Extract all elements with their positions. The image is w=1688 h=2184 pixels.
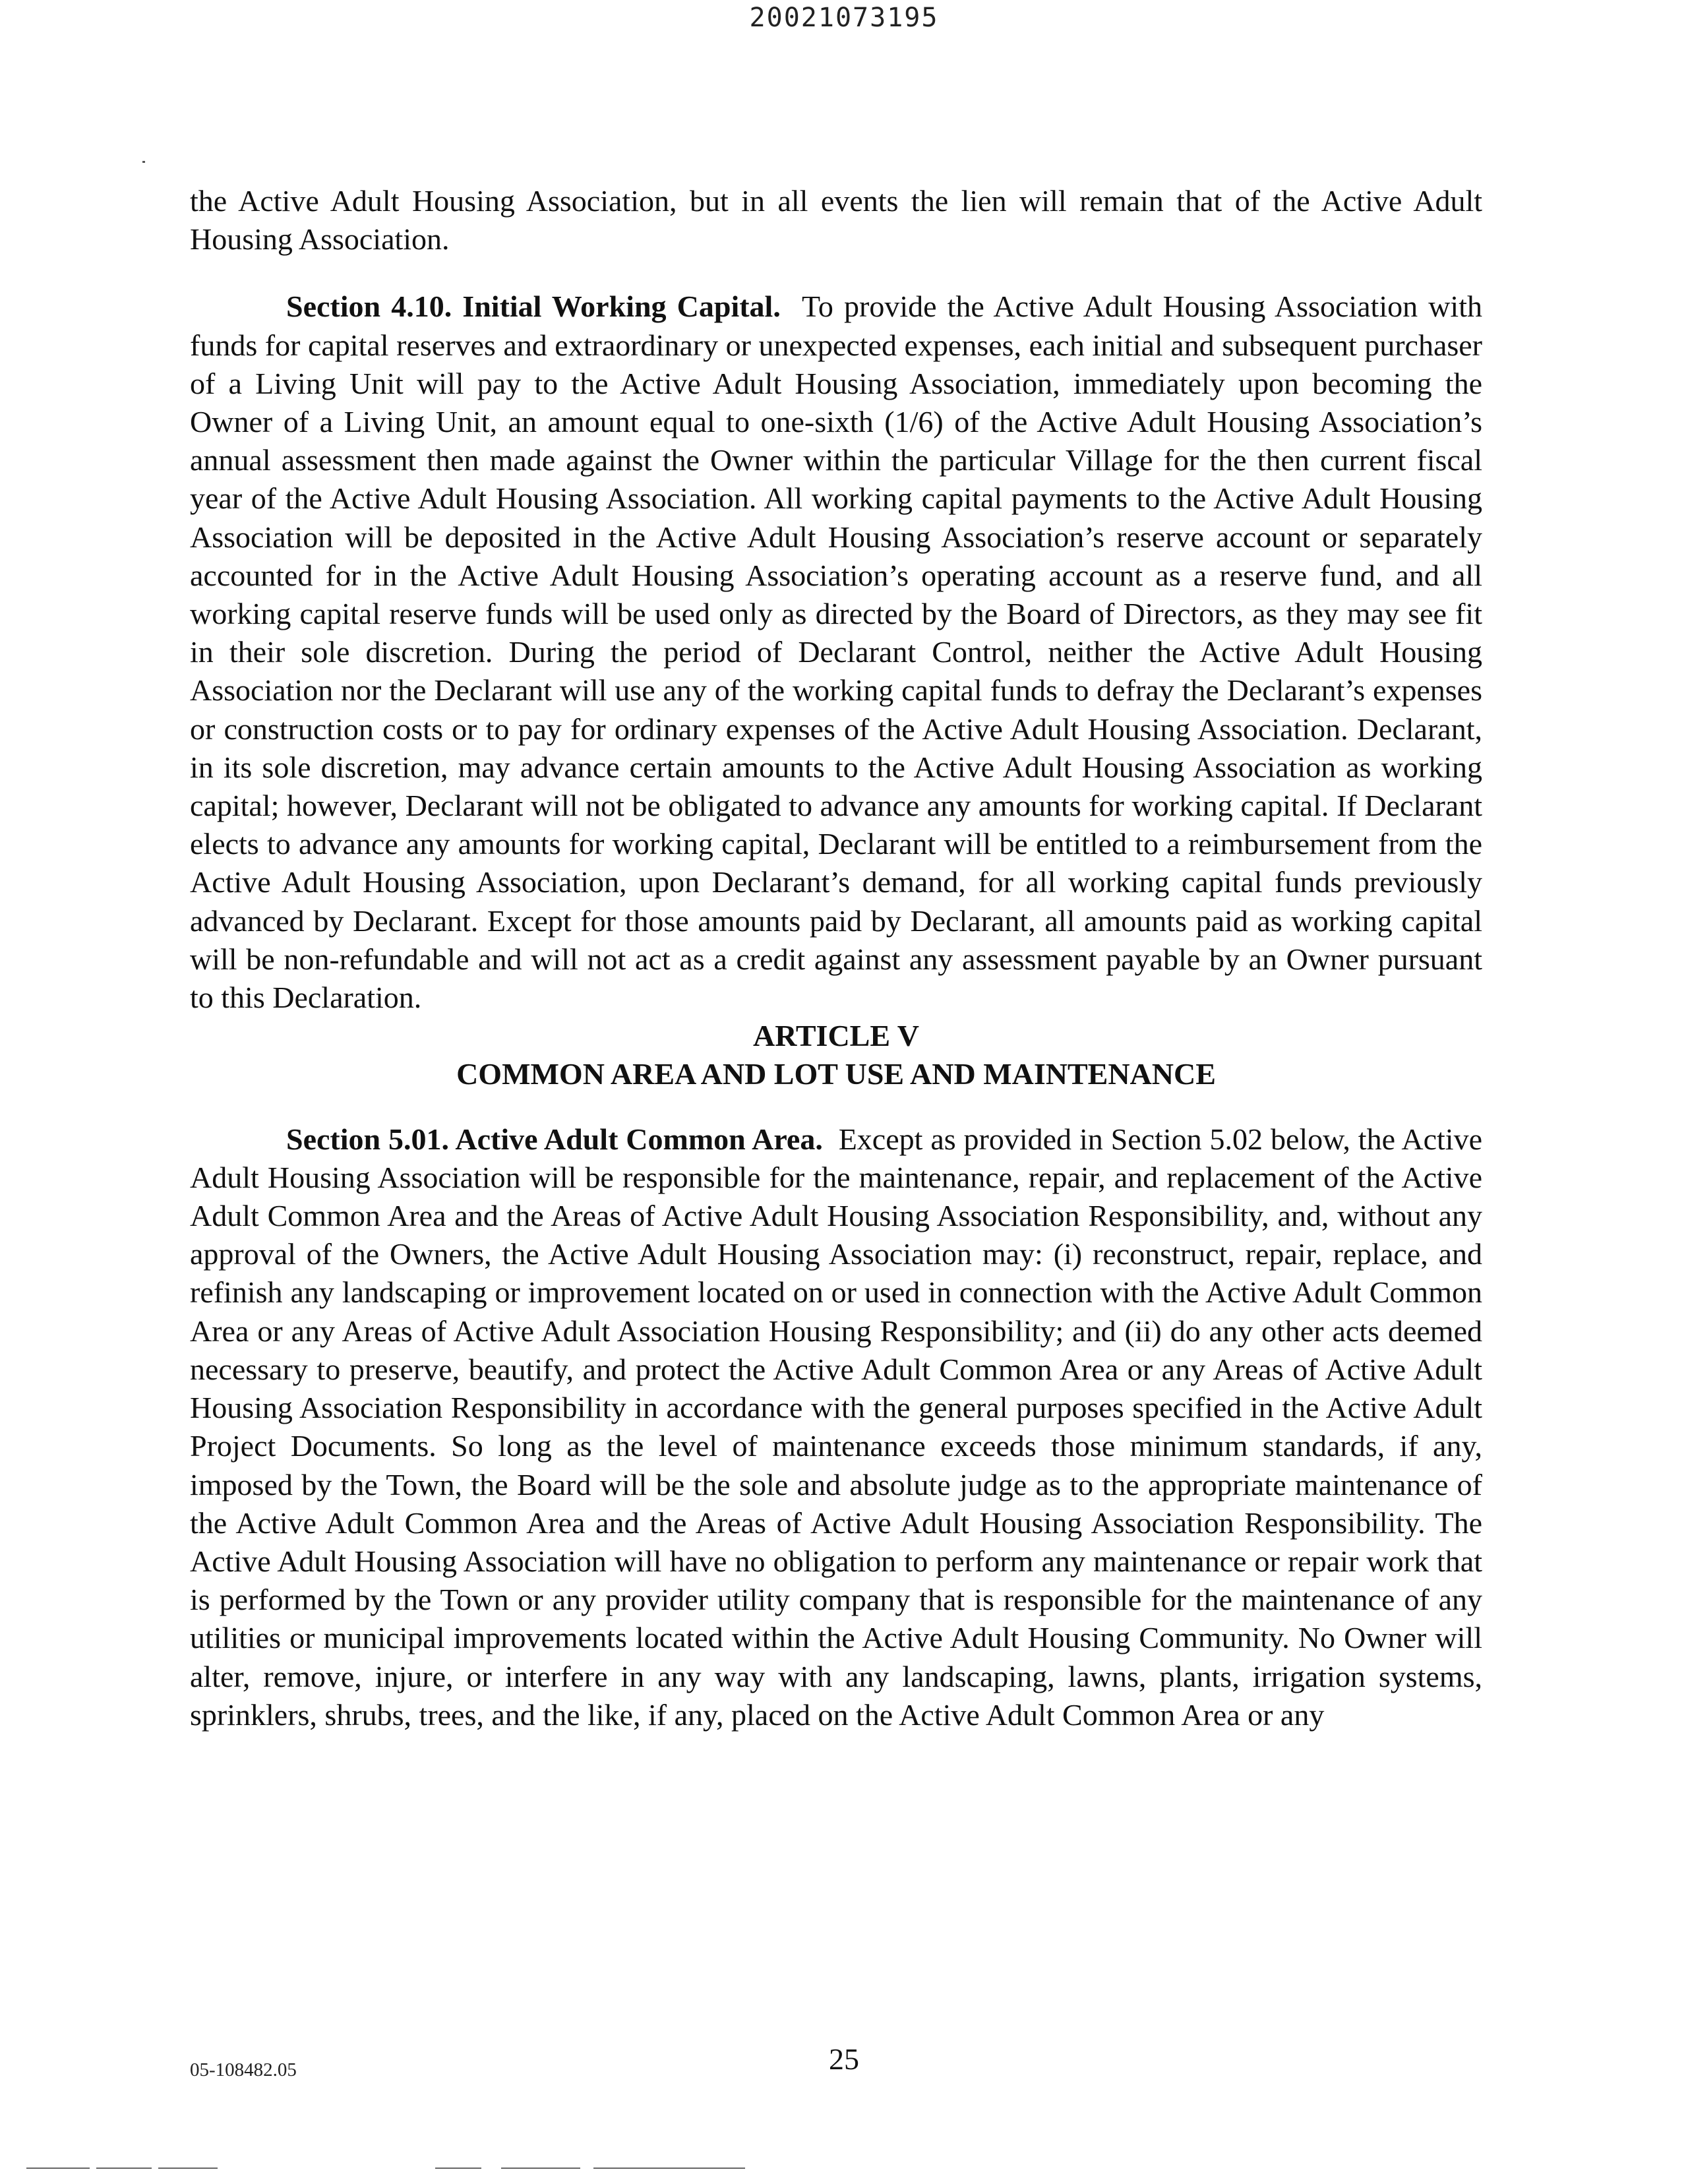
scan-artifact-line <box>26 2168 90 2169</box>
scan-artifact-line <box>501 2168 580 2169</box>
scan-artifact-line <box>435 2168 481 2169</box>
footer-document-id: 05-108482.05 <box>190 2059 297 2080</box>
section-5-01-text: Except as provided in Section 5.02 below, the Active Adult Housing Association will be responsible for the maintenance, repair, and replacement of the Active Adult Common Area and the Areas of Active Adult Housing Association Responsibility, and, without any approval of the Owners, the Active Adult Housing Association may: (i) reconstruct, repair, replace, and refinish any landscaping or improvement located on or used in connection with the Active Adult Common Area or any Areas of Active Adult Association Housing Responsibility; and (ii) do any other acts deemed necessary to preserve, beautify, and protect the Active Adult Common Area or any Areas of Active Adult Housing Association Responsibility in accordance with the general purposes specified in the Active Adult Project Documents. So long as the level of maintenance exceeds those minimum standards, if any, imposed by the Town, the Board will be the sole and absolute judge as to the appropriate maintenance of the Active Adult Common Area and the Areas of Active Adult Housing Association Responsibility. The Active Adult Housing Association will have no obligation to perform any maintenance or repair work that is performed by the Town or any provider utility company that is responsible for the maintenance of any utilities or municipal improvements located within the Active Adult Housing Community. No Owner will alter, remove, injure, or interfere in any way with any landscaping, lawns, plants, irrigation systems, sprinklers, shrubs, trees, and the like, if any, placed on the Active Adult Common Area or any <box>190 1122 1482 1732</box>
document-body <box>190 182 1482 1734</box>
section-4-10-paragraph <box>190 288 1482 1017</box>
section-4-10-heading: Section 4.10. Initial Working Capital. <box>286 289 781 324</box>
section-5-01-paragraph <box>190 1120 1482 1734</box>
section-4-10-text: To provide the Active Adult Housing Association with funds for capital reserves and extraordinary or unexpected expenses, each initial and subsequent purchaser of a Living Unit will pay to the Active Adult Housing Association, immediately upon becoming the Owner of a Living Unit, an amount equal to one-sixth (1/6) of the Active Adult Housing Association’s annual assessment then made against the Owner within the particular Village for the then current fiscal year of the Active Adult Housing Association. All working capital payments to the Active Adult Housing Association will be deposited in the Active Adult Housing Association’s reserve account or separately accounted for in the Active Adult Housing Association’s operating account as a reserve fund, and all working capital reserve funds will be used only as directed by the Board of Directors, as they may see fit in their sole discretion. During the period of Declarant Control, neither the Active Adult Housing Association nor the Declarant will use any of the working capital funds to defray the Declarant’s expenses or construction costs or to pay for ordinary expenses of the Active Adult Housing Association. Declarant, in its sole discretion, may advance certain amounts to the Active Adult Housing Association as working capital; however, Declarant will not be obligated to advance any amounts for working capital. If Declarant elects to advance any amounts for working capital, Declarant will be entitled to a reimbursement from the Active Adult Housing Association, upon Declarant’s demand, for all working capital funds previously advanced by Declarant. Except for those amounts paid by Declarant, all amounts paid as working capital will be non-refundable and will not act as a credit against any assessment payable by an Owner pursuant to this Declaration. <box>190 289 1482 1015</box>
scan-artifact-line <box>158 2168 218 2169</box>
scan-artifact-line <box>96 2168 152 2169</box>
section-5-01-heading: Section 5.01. Active Adult Common Area. <box>286 1122 823 1156</box>
page-number: 25 <box>829 2042 859 2076</box>
continuation-paragraph: the Active Adult Housing Association, but in all events the lien will remain that of the Active Adult Housing Association. <box>190 184 1482 257</box>
document-number: 20021073195 <box>749 3 939 33</box>
margin-mark <box>142 161 145 163</box>
article-heading: ARTICLE V <box>753 1019 919 1053</box>
scan-artifact-line <box>593 2168 745 2169</box>
article-title: COMMON AREA AND LOT USE AND MAINTENANCE <box>456 1057 1216 1091</box>
